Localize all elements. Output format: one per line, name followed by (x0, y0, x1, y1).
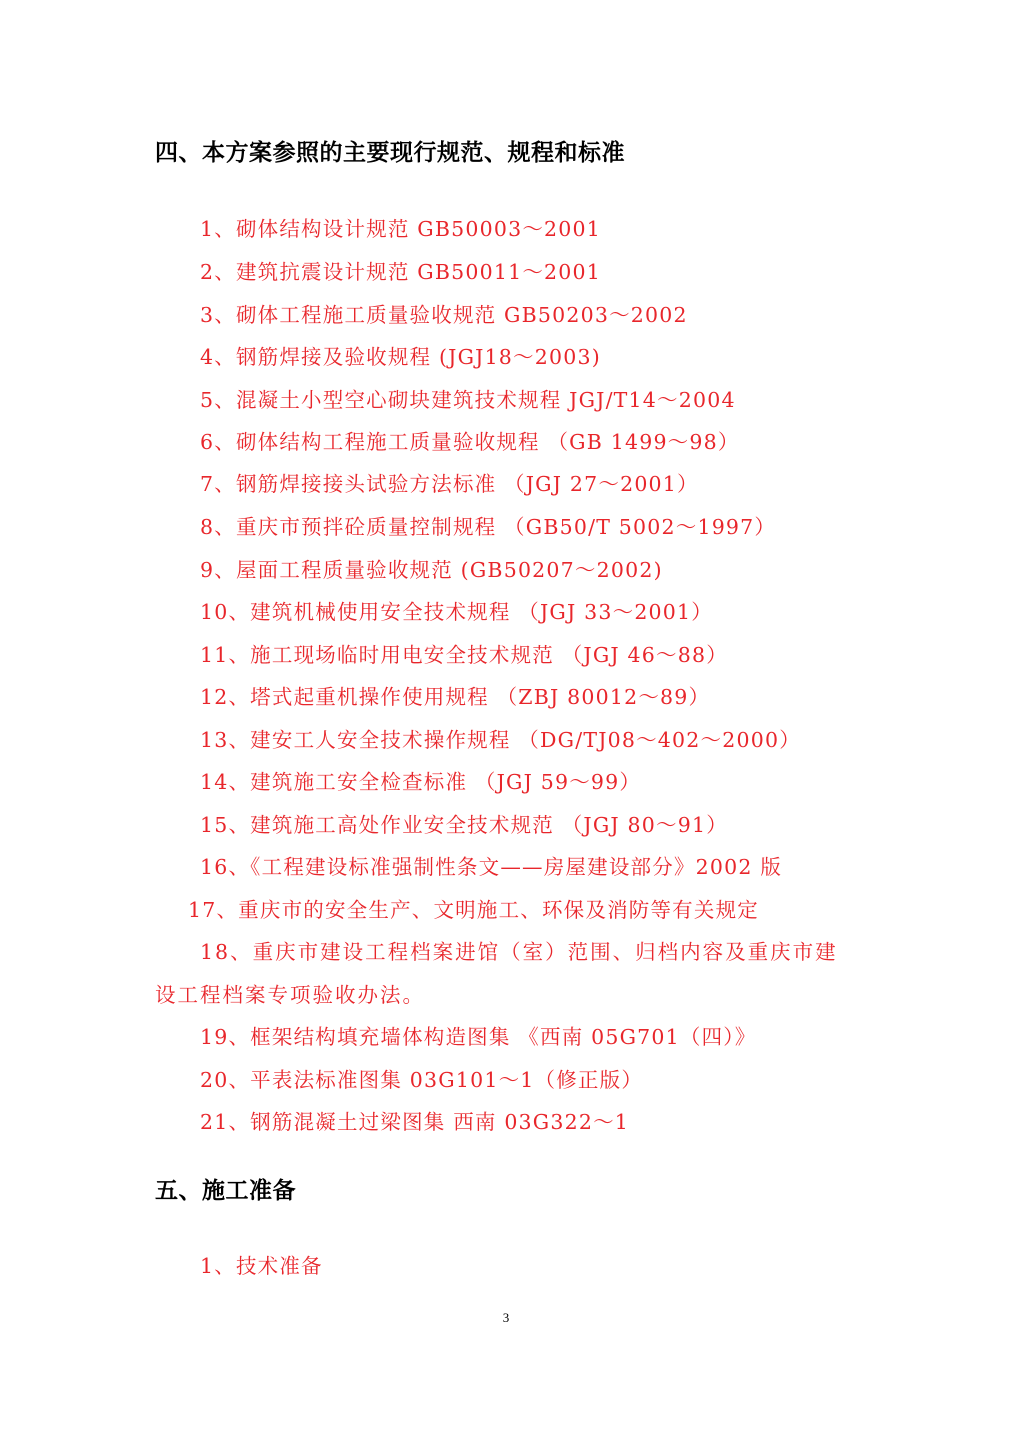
list-item: 8、重庆市预拌砼质量控制规程 （GB50/T 5002～1997） (200, 515, 777, 539)
list-item: 13、建安工人安全技术操作规程 （DG/TJ08～402～2000） (200, 728, 801, 752)
list-item: 5、混凝土小型空心砌块建筑技术规程 JGJ/T14～2004 (200, 388, 736, 412)
list-item: 15、建筑施工高处作业安全技术规范 （JGJ 80～91） (200, 813, 728, 837)
list-item: 4、钢筋焊接及验收规程 (JGJ18～2003) (200, 345, 601, 369)
list-item: 12、塔式起重机操作使用规程 （ZBJ 80012～89） (200, 685, 711, 709)
list-item: 2、建筑抗震设计规范 GB50011～2001 (200, 260, 601, 284)
list-item: 9、屋面工程质量验收规范 (GB50207～2002) (200, 558, 663, 582)
list-item: 21、钢筋混凝土过梁图集 西南 03G322～1 (200, 1110, 630, 1134)
list-item-continuation: 设工程档案专项验收办法。 (155, 983, 425, 1007)
section-5-heading: 五、施工准备 (155, 1178, 296, 1204)
list-item: 1、砌体结构设计规范 GB50003～2001 (200, 217, 601, 241)
list-item: 17、重庆市的安全生产、文明施工、环保及消防等有关规定 (188, 898, 759, 922)
list-item: 20、平表法标准图集 03G101～1（修正版） (200, 1068, 644, 1092)
list-item: 3、砌体工程施工质量验收规范 GB50203～2002 (200, 303, 688, 327)
list-item: 16、《工程建设标准强制性条文——房屋建设部分》2002 版 (200, 855, 783, 879)
section-4-heading: 四、本方案参照的主要现行规范、规程和标准 (155, 140, 625, 166)
page-number: 3 (502, 1310, 510, 1325)
list-item: 19、框架结构填充墙体构造图集 《西南 05G701（四）》 (200, 1025, 757, 1049)
list-item: 10、建筑机械使用安全技术规程 （JGJ 33～2001） (200, 600, 713, 624)
list-item: 18、重庆市建设工程档案进馆（室）范围、归档内容及重庆市建 (200, 940, 838, 964)
list-item: 6、砌体结构工程施工质量验收规程 （GB 1499～98） (200, 430, 740, 454)
list-item: 1、技术准备 (200, 1254, 323, 1278)
list-item: 11、施工现场临时用电安全技术规范 （JGJ 46～88） (200, 643, 728, 667)
list-item: 14、建筑施工安全检查标准 （JGJ 59～99） (200, 770, 642, 794)
list-item: 7、钢筋焊接接头试验方法标准 （JGJ 27～2001） (200, 472, 699, 496)
